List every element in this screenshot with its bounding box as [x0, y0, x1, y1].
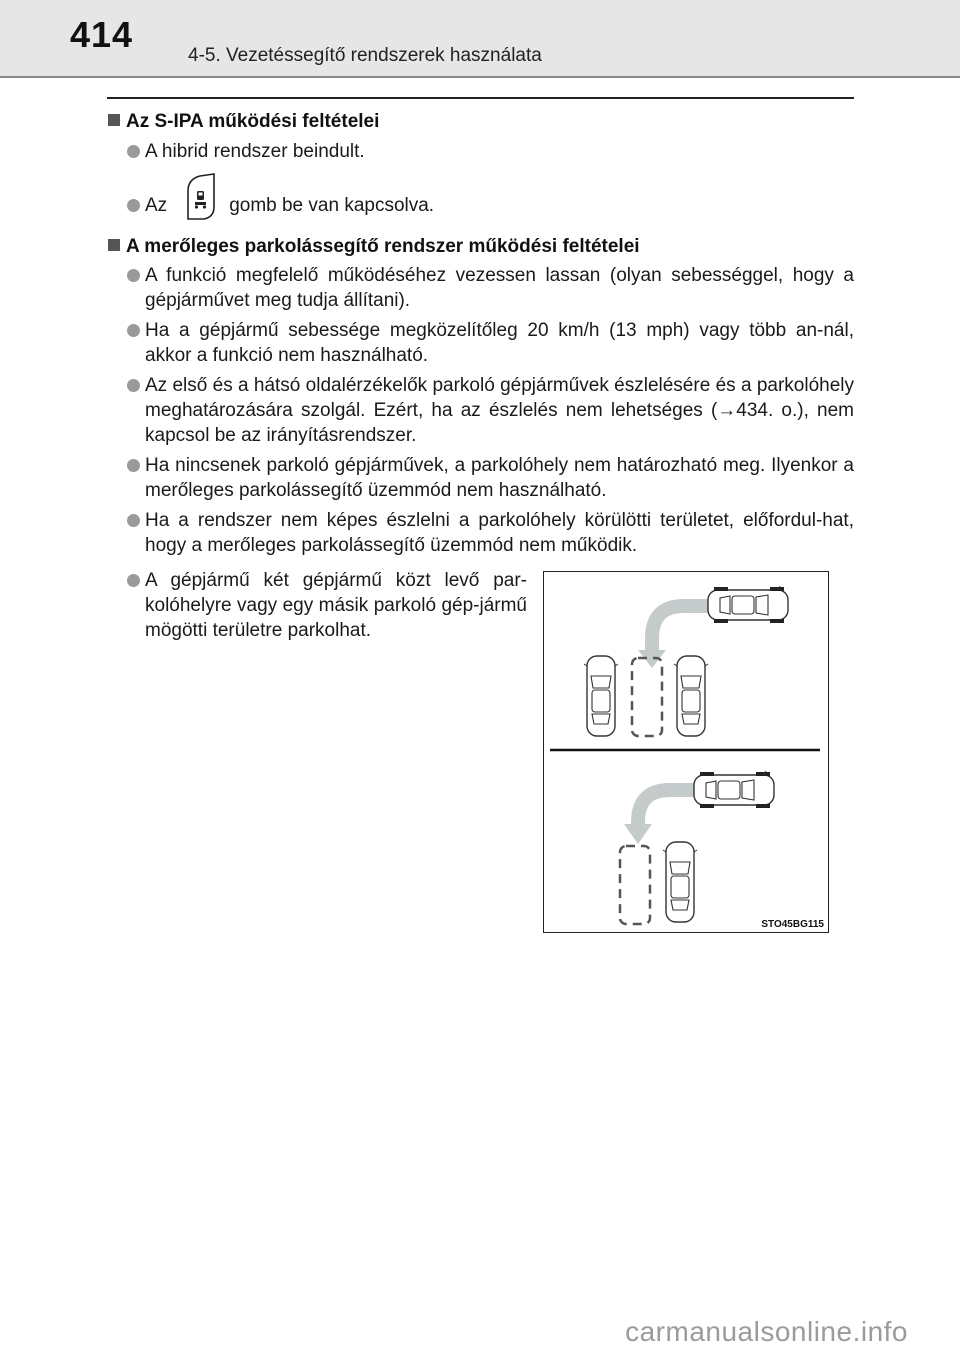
bullet-dot-icon: [127, 574, 140, 587]
parking-diagram: [543, 571, 829, 933]
list-item: [127, 263, 854, 313]
list-item: [127, 453, 854, 503]
bullet-dot-icon: [127, 514, 140, 527]
bullet-dot-icon: [127, 199, 140, 212]
section-heading-perpendicular: [108, 236, 640, 258]
list-item: [127, 373, 854, 448]
list-item-text: Ha nincsenek parkoló gépjárművek, a parkolóhely nem határozható meg. Ilyenkor a merőleges parkolássegítő üzemmód nem használható.: [145, 455, 854, 501]
square-bullet-icon: [108, 114, 120, 126]
list-item: [127, 139, 854, 164]
section-heading-text: Az S-IPA működési feltételei: [126, 111, 380, 132]
parking-assist-button-icon: [184, 173, 218, 221]
figure-code: STO45BG115: [761, 919, 824, 930]
list-item: [127, 568, 527, 643]
list-item-text-after: gomb be van kapcsolva.: [229, 195, 435, 216]
list-item-text: Ha a gépjármű sebessége megközelítőleg 20 km/h (13 mph) vagy több an-nál, akkor a funkció nem használható.: [145, 320, 854, 366]
bullet-dot-icon: [127, 459, 140, 472]
bullet-dot-icon: [127, 324, 140, 337]
chapter-title: 4-5. Vezetéssegítő rendszerek használata: [188, 45, 542, 66]
list-item-text: Ha a rendszer nem képes észlelni a parkolóhely körülötti területet, előfordul-hat, hogy a merőleges parkolássegítő üzemmód nem működik.: [145, 510, 854, 556]
list-item: [127, 193, 854, 218]
list-item: [127, 318, 854, 368]
footer: [0, 1316, 960, 1352]
list-item-text: Az első és a hátsó oldalérzékelők parkoló gépjárművek észlelésére és a parkolóhely meghatározására szolgál. Ezért, ha az észlelés nem lehetséges (→434. o.), nem kapcsol be az irányításrendszer.: [145, 375, 854, 446]
list-item-text: A gépjármű két gépjármű közt levő par-kolóhelyre vagy egy másik parkoló gép-jármű mögötti területre parkolhat.: [145, 570, 527, 641]
section-rule: [107, 97, 854, 99]
bullet-dot-icon: [127, 379, 140, 392]
bullet-dot-icon: [127, 145, 140, 158]
section-heading-sipa: [108, 111, 379, 133]
list-item: [127, 508, 854, 558]
square-bullet-icon: [108, 239, 120, 251]
list-item-text: A hibrid rendszer beindult.: [145, 141, 365, 162]
page-header: [0, 0, 960, 78]
section-heading-text: A merőleges parkolássegítő rendszer működési feltételei: [126, 236, 640, 257]
watermark-text: carmanualsonline.info: [625, 1316, 908, 1347]
parking-diagram-illustration: [544, 572, 828, 932]
page-number: 414: [70, 14, 134, 55]
list-item-text-before: Az: [145, 195, 168, 216]
bullet-dot-icon: [127, 269, 140, 282]
list-item-text: A funkció megfelelő működéséhez vezessen lassan (olyan sebességgel, hogy a gépjárművet meg tudja állítani).: [145, 265, 854, 311]
